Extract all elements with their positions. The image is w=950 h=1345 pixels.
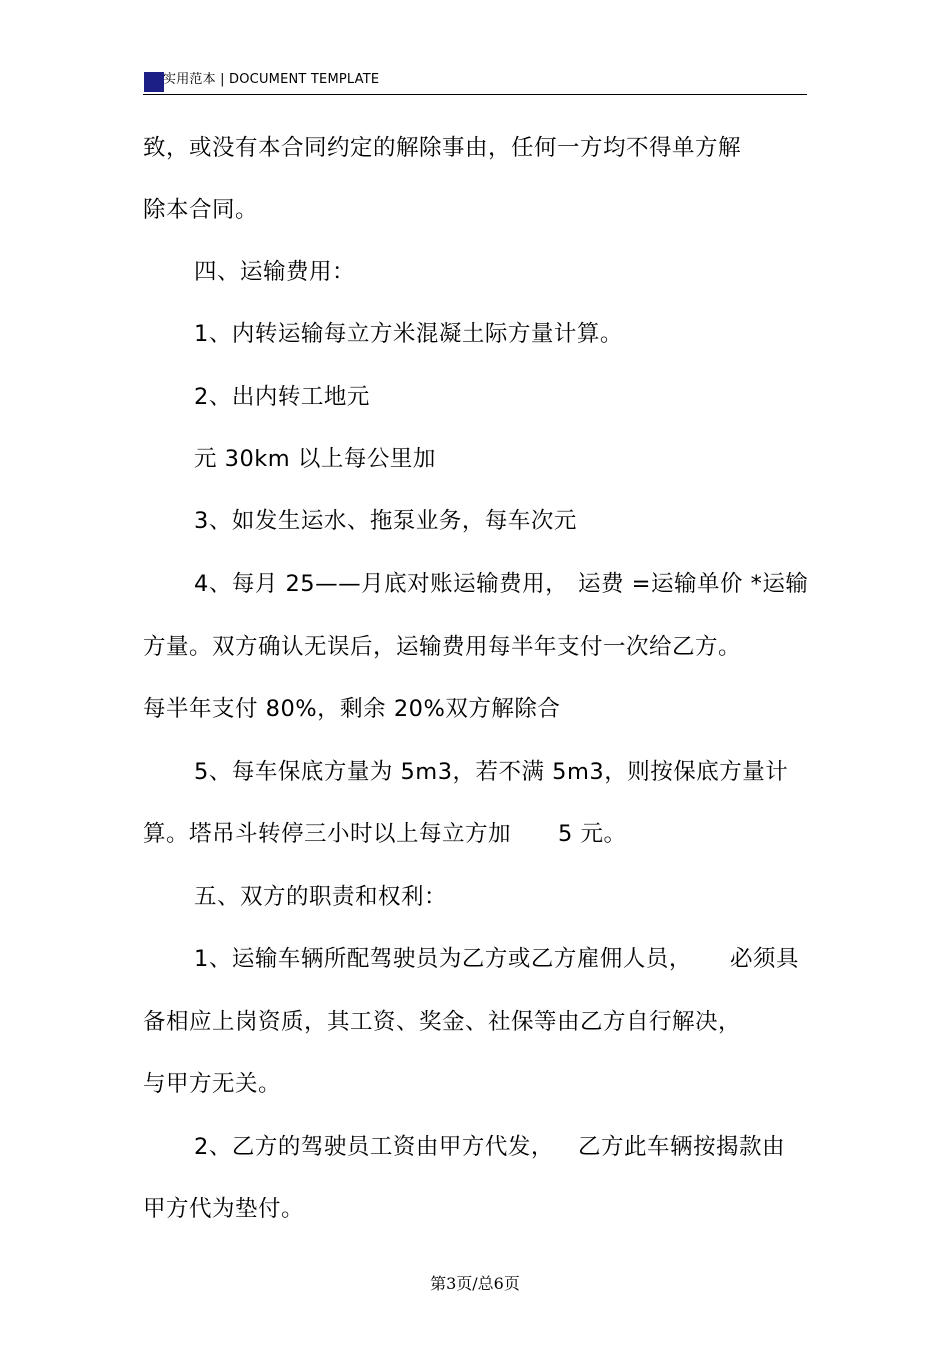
body-line-17a: 2、乙方的驾驶员工资由甲方代发， bbox=[194, 1134, 554, 1160]
body-line-14a: 1、运输车辆所配驾驶员为乙方或乙方雇佣人员， bbox=[194, 946, 692, 972]
body-line-6: 元 30km 以上每公里加 bbox=[194, 446, 436, 472]
body-line-5: 2、出内转工地元 bbox=[194, 384, 370, 410]
body-line-1: 致，或没有本合同约定的解除事由，任何一方均不得单方解 bbox=[143, 135, 742, 161]
body-line-16: 与甲方无关。 bbox=[143, 1071, 282, 1097]
body-line-17b: 乙方此车辆按揭款由 bbox=[578, 1134, 786, 1160]
body-line-9: 方量。双方确认无误后，运输费用每半年支付一次给乙方。 bbox=[143, 634, 742, 660]
body-line-8a: 4、每月 25——月底对账运输费用， bbox=[194, 571, 569, 597]
body-line-2: 除本合同。 bbox=[143, 197, 259, 223]
body-line-14b: 必须具 bbox=[730, 946, 800, 972]
body-line-12a: 算。塔吊斗转停三小时以上每立方加 bbox=[143, 821, 512, 847]
body-line-10: 每半年支付 80%，剩余 20%双方解除合 bbox=[143, 696, 561, 722]
body-line-18: 甲方代为垫付。 bbox=[143, 1196, 305, 1222]
body-line-7: 3、如发生运水、拖泵业务，每车次元 bbox=[194, 508, 577, 534]
section-heading-4: 四、运输费用： bbox=[194, 259, 356, 285]
body-line-4: 1、内转运输每立方米混凝土际方量计算。 bbox=[194, 321, 623, 347]
document-header bbox=[143, 70, 807, 95]
section-heading-5: 五、双方的职责和权利： bbox=[194, 884, 448, 910]
header-title: 实用范本 | DOCUMENT TEMPLATE bbox=[163, 72, 380, 87]
body-line-12b: 5 元。 bbox=[558, 821, 627, 847]
body-line-8b: 运费 =运输单价 *运输 bbox=[578, 571, 809, 597]
body-line-15: 备相应上岗资质，其工资、奖金、社保等由乙方自行解决， bbox=[143, 1009, 742, 1035]
body-line-11: 5、每车保底方量为 5m3，若不满 5m3，则按保底方量计 bbox=[194, 759, 789, 785]
logo-square-icon bbox=[144, 72, 164, 92]
page-number: 第3页/总6页 bbox=[430, 1274, 520, 1293]
